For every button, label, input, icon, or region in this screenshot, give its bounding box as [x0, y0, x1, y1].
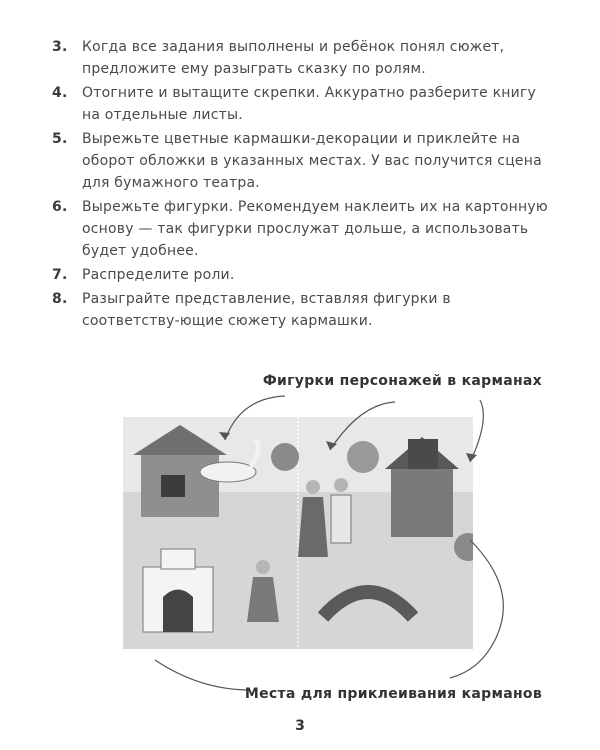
step-number: 4.	[52, 85, 68, 101]
instruction-step-8	[52, 288, 552, 332]
step-number: 6.	[52, 199, 68, 215]
step-text: Вырежьте фигурки. Рекомендуем наклеить их на картонную основу — так фигурки прослужат дольше, а использовать будет удобнее.	[82, 199, 548, 259]
step-number: 7.	[52, 267, 68, 283]
characters-in-pockets-caption: Фигурки персонажей в карманах	[262, 373, 542, 389]
step-text: Когда все задания выполнены и ребёнок понял сюжет, предложите ему разыграть сказку по ролям.	[82, 39, 505, 77]
step-text: Разыграйте представление, вставляя фигурки в соответству-ющие сюжету кармашки.	[82, 291, 451, 329]
step-text: Распределите роли.	[82, 267, 235, 283]
page-number: 3	[295, 718, 305, 734]
instruction-step-7	[52, 264, 552, 286]
step-text: Отогните и вытащите скрепки. Аккуратно разберите книгу на отдельные листы.	[82, 85, 536, 123]
instruction-step-4	[52, 82, 552, 126]
instructions-list	[52, 36, 552, 334]
instruction-step-5	[52, 128, 552, 194]
step-number: 8.	[52, 291, 68, 307]
paper-theatre-illustration	[123, 417, 473, 649]
step-number: 3.	[52, 39, 68, 55]
pocket-glue-places-caption: Места для приклеивания карманов	[244, 686, 542, 702]
instruction-step-6	[52, 196, 552, 262]
arrow-from-left-pocket	[155, 660, 250, 690]
step-text: Вырежьте цветные кармашки-декорации и приклейте на оборот обложки в указанных местах. У вас получится сцена для бумажного театра.	[82, 131, 542, 191]
instruction-step-3	[52, 36, 552, 80]
step-number: 5.	[52, 131, 68, 147]
